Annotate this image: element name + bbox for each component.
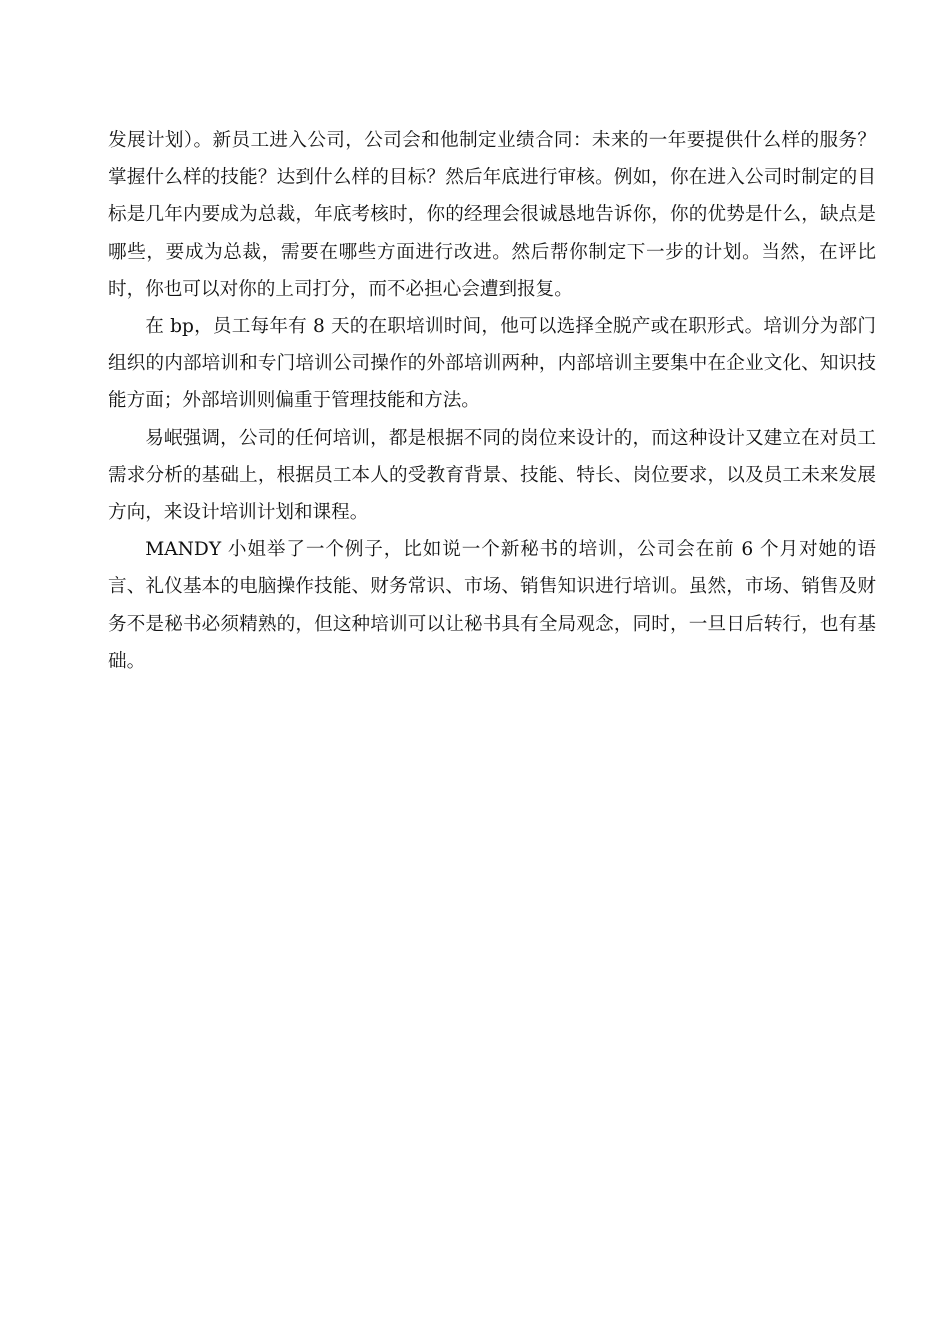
document-body [108, 122, 876, 680]
paragraph-continued: 发展计划）。新员工进入公司，公司会和他制定业绩合同：未来的一年要提供什么样的服务？掌握什么样的技能？达到什么样的目标？然后年底进行审核。例如，你在进入公司时制定的目标是几年内要成为总裁，年底考核时，你的经理会很诚恳地告诉你，你的优势是什么，缺点是哪些，要成为总裁，需要在哪些方面进行改进。然后帮你制定下一步的计划。当然，在评比时，你也可以对你的上司打分，而不必担心会遭到报复。 [108, 130, 876, 300]
paragraph-yimin-emphasis: 易岷强调，公司的任何培训，都是根据不同的岗位来设计的，而这种设计又建立在对员工需求分析的基础上，根据员工本人的受教育背景、技能、特长、岗位要求，以及员工未来发展方向，来设计培训计划和课程。 [108, 427, 876, 524]
paragraph-bp-training: 在 bp，员工每年有 8 天的在职培训时间，他可以选择全脱产或在职形式。培训分为部门组织的内部培训和专门培训公司操作的外部培训两种，内部培训主要集中在企业文化、知识技能方面；外部培训则偏重于管理技能和方法。 [108, 316, 876, 412]
paragraph-mandy-example: MANDY 小姐举了一个例子，比如说一个新秘书的培训，公司会在前 6 个月对她的语言、礼仪基本的电脑操作技能、财务常识、市场、销售知识进行培训。虽然，市场、销售及财务不是秘书必须精熟的，但这种培训可以让秘书具有全局观念，同时，一旦日后转行，也有基础。 [108, 539, 876, 672]
